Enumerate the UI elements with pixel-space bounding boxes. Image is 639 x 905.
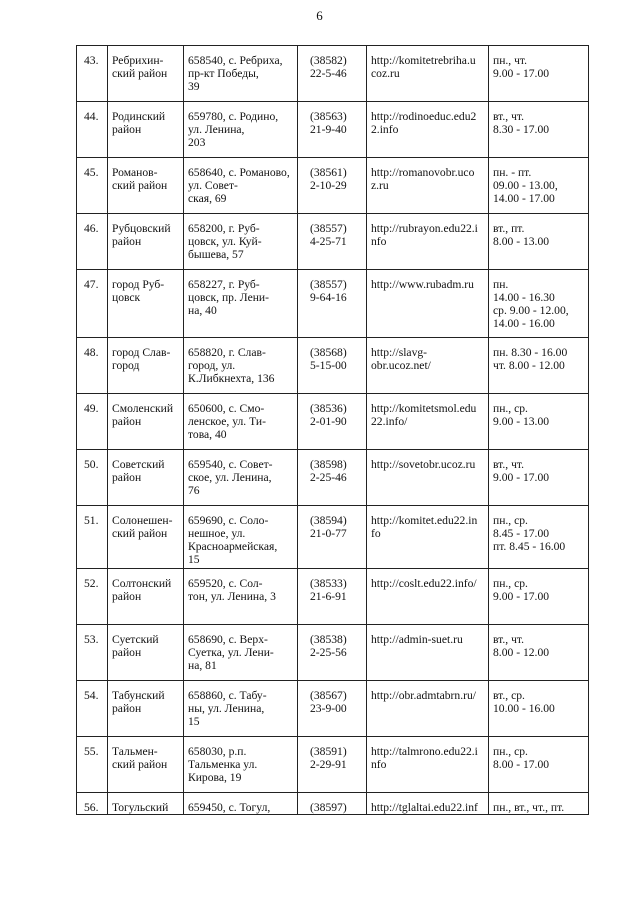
address-line: 658860, с. Табу- <box>188 689 267 702</box>
address-line: нешное, ул. <box>188 527 246 540</box>
row-number-cell <box>77 681 108 737</box>
district-name-line: город Руб- <box>112 278 165 291</box>
website-link-line[interactable]: http://coslt.edu22.info/ <box>371 577 477 590</box>
address-line: бышева, 57 <box>188 248 244 261</box>
district-name-cell <box>108 506 184 569</box>
address-line: 659540, с. Совет- <box>188 458 273 471</box>
row-number: 55. <box>84 745 99 758</box>
address-line: Кирова, 19 <box>188 771 242 784</box>
reception-hours-cell <box>489 338 589 394</box>
district-name-cell <box>108 450 184 506</box>
address-line: 658030, р.п. <box>188 745 247 758</box>
district-name-line: ский район <box>112 527 168 540</box>
address-line: 15 <box>188 715 200 728</box>
row-number-cell <box>77 394 108 450</box>
website-link-line[interactable]: http://slavg- <box>371 346 428 359</box>
website-link-line[interactable]: z.ru <box>371 179 389 192</box>
district-name-cell <box>108 338 184 394</box>
reception-hours-cell <box>489 214 589 270</box>
reception-hours-line: 9.00 - 17.00 <box>493 471 550 484</box>
reception-hours-line: 9.00 - 17.00 <box>493 67 550 80</box>
address-line: 659690, с. Соло- <box>188 514 269 527</box>
phone-cell <box>298 506 367 569</box>
website-link-line[interactable]: 2.info <box>371 123 399 136</box>
district-name-line: район <box>112 702 142 715</box>
district-name-line: Тогульский <box>112 801 169 814</box>
district-name-line: Суетский <box>112 633 159 646</box>
reception-hours-line: вт., пт. <box>493 222 525 235</box>
website-link-cell <box>367 625 489 681</box>
table-row <box>77 158 589 214</box>
address-line: 39 <box>188 80 200 93</box>
address-line: на, 81 <box>188 659 217 672</box>
reception-hours-line: пн. <box>493 278 509 291</box>
phone-line: (38591) <box>310 745 347 758</box>
phone-line: 23-9-00 <box>310 702 347 715</box>
reception-hours-line: ср. 9.00 - 12.00, <box>493 304 569 317</box>
reception-hours-line: пн. - пт. <box>493 166 532 179</box>
phone-cell <box>298 270 367 338</box>
district-name-cell <box>108 793 184 815</box>
website-link-cell <box>367 102 489 158</box>
row-number-cell <box>77 793 108 815</box>
website-link-cell <box>367 681 489 737</box>
phone-line: 5-15-00 <box>310 359 347 372</box>
reception-hours-cell <box>489 394 589 450</box>
row-number: 54. <box>84 689 99 702</box>
website-link-line[interactable]: http://rubrayon.edu22.i <box>371 222 478 235</box>
phone-line: (38557) <box>310 278 347 291</box>
district-name-line: город Слав- <box>112 346 171 359</box>
phone-line: 2-29-91 <box>310 758 347 771</box>
district-name-line: район <box>112 471 142 484</box>
page-number: 6 <box>316 8 323 23</box>
address-line: 659780, с. Родино, <box>188 110 279 123</box>
district-name-line: ский район <box>112 758 168 771</box>
reception-hours-cell <box>489 506 589 569</box>
district-name-line: Родинский <box>112 110 166 123</box>
address-cell <box>184 737 298 793</box>
website-link-line[interactable]: http://www.rubadm.ru <box>371 278 474 291</box>
phone-cell <box>298 625 367 681</box>
phone-line: (38538) <box>310 633 347 646</box>
website-link-line[interactable]: coz.ru <box>371 67 400 80</box>
phone-cell <box>298 394 367 450</box>
phone-cell <box>298 450 367 506</box>
district-name-line: Романов- <box>112 166 158 179</box>
address-line: ленское, ул. Ти- <box>188 415 266 428</box>
phone-line: (38568) <box>310 346 347 359</box>
table-row <box>77 625 589 681</box>
website-link-line[interactable]: http://komitet.edu22.in <box>371 514 478 527</box>
address-line: город, ул. <box>188 359 236 372</box>
district-name-line: Табунский <box>112 689 165 702</box>
district-name-cell <box>108 569 184 625</box>
address-line: Суетка, ул. Лени- <box>188 646 274 659</box>
reception-hours-cell <box>489 569 589 625</box>
address-line: 659520, с. Сол- <box>188 577 263 590</box>
phone-line: (38536) <box>310 402 347 415</box>
phone-cell <box>298 158 367 214</box>
address-line: 658820, г. Слав- <box>188 346 266 359</box>
row-number-cell <box>77 214 108 270</box>
row-number-cell <box>77 102 108 158</box>
reception-hours-cell <box>489 681 589 737</box>
address-line: 658227, г. Руб- <box>188 278 260 291</box>
website-link-cell <box>367 737 489 793</box>
reception-hours-cell <box>489 793 589 815</box>
row-number-cell <box>77 737 108 793</box>
phone-cell <box>298 737 367 793</box>
reception-hours-line: чт. 8.00 - 12.00 <box>493 359 565 372</box>
phone-line: (38594) <box>310 514 347 527</box>
phone-line: (38561) <box>310 166 347 179</box>
table-row <box>77 46 589 102</box>
row-number-cell <box>77 270 108 338</box>
district-name-line: район <box>112 415 142 428</box>
row-number: 52. <box>84 577 99 590</box>
reception-hours-cell <box>489 46 589 102</box>
address-line: 76 <box>188 484 200 497</box>
reception-hours-cell <box>489 102 589 158</box>
address-cell <box>184 338 298 394</box>
website-link-cell <box>367 506 489 569</box>
website-link-cell <box>367 46 489 102</box>
website-link-line[interactable]: http://sovetobr.ucoz.ru <box>371 458 476 471</box>
district-name-line: цовск <box>112 291 141 304</box>
address-line: К.Либкнехта, 136 <box>188 372 275 385</box>
phone-line: 21-9-40 <box>310 123 347 136</box>
phone-line: 4-25-71 <box>310 235 347 248</box>
phone-line: 2-10-29 <box>310 179 347 192</box>
phone-line: 21-0-77 <box>310 527 347 540</box>
address-line: ское, ул. Ленина, <box>188 471 272 484</box>
address-line: цовск, ул. Куй- <box>188 235 262 248</box>
district-name-cell <box>108 102 184 158</box>
row-number: 50. <box>84 458 99 471</box>
reception-hours-line: 9.00 - 13.00 <box>493 415 550 428</box>
reception-hours-line: 14.00 - 17.00 <box>493 192 555 205</box>
phone-line: (38533) <box>310 577 347 590</box>
website-link-cell <box>367 214 489 270</box>
reception-hours-line: 9.00 - 17.00 <box>493 590 550 603</box>
address-cell <box>184 450 298 506</box>
phone-line: (38597) <box>310 801 347 814</box>
district-name-line: Ребрихин- <box>112 54 164 67</box>
district-name-cell <box>108 270 184 338</box>
reception-hours-line: пн., ср. <box>493 745 528 758</box>
phone-cell <box>298 681 367 737</box>
reception-hours-line: пн., ср. <box>493 514 528 527</box>
address-cell <box>184 394 298 450</box>
row-number: 49. <box>84 402 99 415</box>
district-name-line: ский район <box>112 179 168 192</box>
district-name-cell <box>108 681 184 737</box>
address-line: цовск, пр. Лени- <box>188 291 269 304</box>
district-name-cell <box>108 625 184 681</box>
phone-line: (38567) <box>310 689 347 702</box>
address-line: Тальменка ул. <box>188 758 258 771</box>
table-body <box>77 46 589 815</box>
address-cell <box>184 214 298 270</box>
address-line: това, 40 <box>188 428 227 441</box>
address-cell <box>184 506 298 569</box>
phone-line: 21-6-91 <box>310 590 347 603</box>
website-link-line[interactable]: obr.ucoz.net/ <box>371 359 431 372</box>
table-row <box>77 214 589 270</box>
website-link-line[interactable]: http://talmrono.edu22.i <box>371 745 478 758</box>
district-name-line: район <box>112 235 142 248</box>
table-row <box>77 102 589 158</box>
table-row <box>77 394 589 450</box>
website-link-cell <box>367 450 489 506</box>
address-line: 203 <box>188 136 206 149</box>
reception-hours-line: 8.00 - 17.00 <box>493 758 550 771</box>
row-number-cell <box>77 338 108 394</box>
address-line: 658690, с. Верх- <box>188 633 268 646</box>
row-number: 56. <box>84 801 99 814</box>
row-number-cell <box>77 450 108 506</box>
reception-hours-cell <box>489 625 589 681</box>
row-number-cell <box>77 569 108 625</box>
address-line: ул. Ленина, <box>188 123 245 136</box>
district-name-cell <box>108 394 184 450</box>
address-cell <box>184 102 298 158</box>
row-number-cell <box>77 625 108 681</box>
district-name-line: Смоленский <box>112 402 174 415</box>
reception-hours-line: пн., чт. <box>493 54 528 67</box>
row-number: 46. <box>84 222 99 235</box>
reception-hours-line: 8.30 - 17.00 <box>493 123 550 136</box>
district-name-line: город <box>112 359 140 372</box>
address-cell <box>184 793 298 815</box>
table-row <box>77 793 589 815</box>
district-name-line: Советский <box>112 458 165 471</box>
address-line: 658640, с. Романово, <box>188 166 290 179</box>
phone-cell <box>298 214 367 270</box>
website-link-line[interactable]: http://romanovobr.uco <box>371 166 475 179</box>
address-cell <box>184 158 298 214</box>
website-link-line[interactable]: http://rodinoeduc.edu2 <box>371 110 477 123</box>
reception-hours-line: пн., вт., чт., пт. <box>493 801 565 814</box>
address-cell <box>184 625 298 681</box>
row-number-cell <box>77 506 108 569</box>
reception-hours-cell <box>489 450 589 506</box>
website-link-line[interactable]: nfo <box>371 235 387 248</box>
address-line: тон, ул. Ленина, 3 <box>188 590 276 603</box>
phone-line: (38557) <box>310 222 347 235</box>
reception-hours-cell <box>489 737 589 793</box>
reception-hours-cell <box>489 158 589 214</box>
address-line: 658200, г. Руб- <box>188 222 260 235</box>
website-link-cell <box>367 394 489 450</box>
table-row <box>77 737 589 793</box>
website-link-line[interactable]: 22.info/ <box>371 415 408 428</box>
phone-line: 9-64-16 <box>310 291 347 304</box>
address-cell <box>184 681 298 737</box>
district-name-line: Солтонский <box>112 577 172 590</box>
row-number: 47. <box>84 278 99 291</box>
reception-hours-line: пт. 8.45 - 16.00 <box>493 540 566 553</box>
reception-hours-line: 10.00 - 16.00 <box>493 702 555 715</box>
district-name-line: Солонешен- <box>112 514 173 527</box>
phone-line: 2-01-90 <box>310 415 347 428</box>
website-link-cell <box>367 158 489 214</box>
district-name-cell <box>108 214 184 270</box>
table-row <box>77 569 589 625</box>
phone-cell <box>298 793 367 815</box>
reception-hours-line: вт., ср. <box>493 689 525 702</box>
reception-hours-line: пн., ср. <box>493 577 528 590</box>
website-link-line[interactable]: nfo <box>371 758 387 771</box>
district-name-line: район <box>112 646 142 659</box>
table-row <box>77 338 589 394</box>
reception-hours-line: пн. 8.30 - 16.00 <box>493 346 568 359</box>
reception-hours-line: 09.00 - 13.00, <box>493 179 558 192</box>
table-row <box>77 450 589 506</box>
address-line: 658540, с. Ребриха, <box>188 54 283 67</box>
address-cell <box>184 270 298 338</box>
phone-line: (38563) <box>310 110 347 123</box>
reception-hours-line: вт., чт. <box>493 633 524 646</box>
website-link-line[interactable]: http://admin-suet.ru <box>371 633 463 646</box>
reception-hours-line: 8.00 - 13.00 <box>493 235 550 248</box>
reception-hours-line: 8.00 - 12.00 <box>493 646 550 659</box>
row-number: 43. <box>84 54 99 67</box>
reception-hours-line: 14.00 - 16.30 <box>493 291 555 304</box>
address-line: на, 40 <box>188 304 217 317</box>
table-row <box>77 506 589 569</box>
row-number-cell <box>77 158 108 214</box>
row-number: 45. <box>84 166 99 179</box>
address-cell <box>184 569 298 625</box>
district-name-line: район <box>112 590 142 603</box>
website-link-cell <box>367 793 489 815</box>
row-number-cell <box>77 46 108 102</box>
address-line: ны, ул. Ленина, <box>188 702 265 715</box>
address-line: 15 <box>188 553 200 566</box>
district-name-line: Рубцовский <box>112 222 171 235</box>
table-row <box>77 270 589 338</box>
row-number: 44. <box>84 110 99 123</box>
address-line: 650600, с. Смо- <box>188 402 265 415</box>
reception-hours-line: 14.00 - 16.00 <box>493 317 555 330</box>
district-name-cell <box>108 46 184 102</box>
reception-hours-cell <box>489 270 589 338</box>
table-row <box>77 681 589 737</box>
reception-hours-line: вт., чт. <box>493 458 524 471</box>
phone-line: (38598) <box>310 458 347 471</box>
phone-line: 22-5-46 <box>310 67 347 80</box>
row-number: 48. <box>84 346 99 359</box>
row-number: 53. <box>84 633 99 646</box>
address-line: пр-кт Победы, <box>188 67 259 80</box>
row-number: 51. <box>84 514 99 527</box>
phone-cell <box>298 338 367 394</box>
website-link-cell <box>367 338 489 394</box>
website-link-line[interactable]: http://tglaltai.edu22.inf <box>371 801 478 814</box>
address-line: ул. Совет- <box>188 179 238 192</box>
district-name-cell <box>108 737 184 793</box>
website-link-line[interactable]: fo <box>371 527 381 540</box>
reception-hours-line: вт., чт. <box>493 110 524 123</box>
address-line: 659450, с. Тогул, <box>188 801 271 814</box>
address-cell <box>184 46 298 102</box>
phone-line: 2-25-56 <box>310 646 347 659</box>
website-link-line[interactable]: http://obr.admtabrn.ru/ <box>371 689 476 702</box>
address-line: ская, 69 <box>188 192 227 205</box>
district-name-line: Тальмен- <box>112 745 158 758</box>
phone-line: 2-25-46 <box>310 471 347 484</box>
website-link-line[interactable]: http://komitetsmol.edu <box>371 402 477 415</box>
reception-hours-line: 8.45 - 17.00 <box>493 527 550 540</box>
district-name-line: район <box>112 123 142 136</box>
reception-hours-line: пн., ср. <box>493 402 528 415</box>
phone-cell <box>298 46 367 102</box>
phone-line: (38582) <box>310 54 347 67</box>
website-link-cell <box>367 569 489 625</box>
contacts-table <box>76 45 589 815</box>
address-line: Красноармейская, <box>188 540 278 553</box>
phone-cell <box>298 102 367 158</box>
phone-cell <box>298 569 367 625</box>
district-name-cell <box>108 158 184 214</box>
website-link-cell <box>367 270 489 338</box>
website-link-line[interactable]: http://komitetrebriha.u <box>371 54 476 67</box>
district-name-line: ский район <box>112 67 168 80</box>
